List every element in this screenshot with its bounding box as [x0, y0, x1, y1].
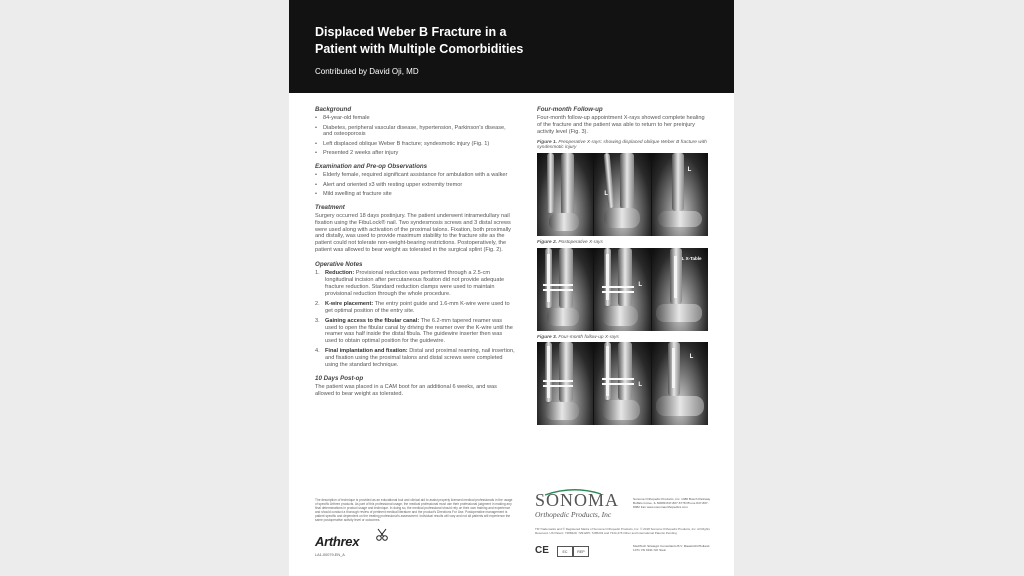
list-item: • Left displaced oblique Weber B fracture; syndesmotic injury (Fig. 1) — [315, 141, 515, 148]
xray-image — [537, 248, 593, 331]
arthrex-logo: Arthrex — [315, 534, 360, 549]
xray-side-marker: L — [638, 382, 642, 389]
sonoma-wordmark: SONOMA — [535, 490, 620, 510]
scissors-icon — [375, 528, 389, 542]
item-number: 4. — [315, 348, 320, 355]
item-title: Gaining access to the fibular canal: — [325, 317, 420, 324]
treatment-heading: Treatment — [315, 203, 345, 211]
item-text: Provisional reduction was performed through a 2.5-cm longitudinal incision after percutaneous fixation did not provide adequate fracture reduction. Standard reduction clamps were used to maintain provisional reduction through the whole procedure. — [325, 270, 505, 297]
figure-caption-text: Preoperative X-rays: showing displaced oblique Weber B fracture with syndesmotic injury — [537, 139, 707, 151]
list-item — [315, 348, 515, 369]
page-title — [315, 24, 615, 58]
item-text: The 6.2-mm tapered reamer was used to open the fibular canal by driving the reamer over the K-wire until the reamer was half inside the distal fibula. The guidewire inserter then was used to obtain optimal position for the guidewire. — [325, 317, 513, 345]
figure-3-xrays — [537, 342, 708, 425]
item-number: 1. — [315, 270, 320, 277]
exam-heading: Examination and Pre-op Observations — [315, 162, 428, 170]
document-page — [289, 0, 734, 576]
item-title: Final implantation and fixation: — [325, 348, 408, 355]
sonoma-logo — [535, 490, 620, 519]
figure-1-caption — [537, 140, 709, 151]
xray-image — [652, 153, 708, 236]
rep-label: REP — [573, 546, 589, 557]
list-item: • 84-year-old female — [315, 115, 515, 122]
item-title: K-wire placement: — [325, 300, 374, 307]
figure-caption-text: Postoperative X-rays — [557, 239, 603, 245]
figure-3-caption — [537, 335, 709, 341]
figure-label: Figure 1. — [537, 139, 557, 145]
list-item: • Presented 2 weeks after injury — [315, 150, 515, 157]
figure-label: Figure 2. — [537, 239, 557, 245]
followup-heading: Four-month Follow-up — [537, 106, 603, 113]
xray-image — [537, 153, 593, 236]
list-item: • Mild swelling at fracture site — [315, 191, 515, 198]
list-item: • Elderly female, required significant assistance for ambulation with a walker — [315, 172, 515, 179]
figure-1-xrays — [537, 153, 708, 236]
operative-list — [315, 270, 515, 369]
exam-list — [315, 172, 515, 198]
header-banner — [289, 0, 734, 93]
xray-side-marker: L — [689, 354, 694, 361]
ce-mark: CE — [535, 545, 549, 556]
xray-image — [594, 153, 650, 236]
logo-arc-icon — [543, 488, 603, 496]
item-number: 2. — [315, 300, 320, 307]
title-line-1: Displaced Weber B Fracture in a — [315, 25, 507, 39]
treatment-text: Surgery occurred 18 days postinjury. The patient underwent intramedullary nail fixation using the FibuLock® nail. Two syndesmosis screws and 3 distal screws were used along with activation of the proximal talons. Fixation, both proximally and distally, was used to provide maximum stability to the fracture site as the patient could not tolerate non-weight-bearing restrictions. Postoperatively, the patient was allowed to bear weight as tolerated in the surgical splint (Fig. 2). — [315, 212, 511, 254]
left-column — [315, 106, 515, 405]
item-number: 3. — [315, 317, 320, 324]
company-address: Sonoma Orthopedic Products, Inc. 1386 Busch Parkway Buffalo Grove, IL 60089 847-807-6778 Phone 847-807-8082 Fax www.sonomaorthopedics.com — [633, 497, 711, 510]
title-line-2: Patient with Multiple Comorbidities — [315, 42, 524, 56]
list-item — [315, 318, 515, 346]
postop-text: The patient was placed in a CAM boot for an additional 6 weeks, and was allowed to bear weight as tolerated. — [315, 383, 497, 397]
background-list — [315, 115, 515, 157]
list-item — [315, 270, 515, 298]
xray-image — [652, 248, 708, 331]
disclaimer-text: The description of technique is provided as an educational tool and clinical aid to assist properly licensed medical professionals in the usage of specific Arthrex products. As part of this professional usage, the medical professional must use their professional judgment in making any final determinations in product usage and technique. In doing so, the medical professional should rely on their own training and experience and should conduct a thorough review of pertinent medical literature and the product's Directions For Use. Postoperative management is patient specific and dependent on the treating professional's assessment. Individual results will vary and not all patients will experience the same postoperative activity level or outcomes. — [315, 498, 513, 522]
ec-label: EC — [557, 546, 573, 557]
figure-label: Figure 3. — [537, 334, 557, 340]
background-heading: Background — [315, 106, 352, 113]
xray-side-marker: L — [638, 281, 642, 288]
trademark-text: TM Trademarks and ® Registered Marks of Sonoma Orthopedic Products, Inc. © 2018 Sonoma Orthopedic Products, Inc. All Rights Reserved. US Patent: 7488329; 7291205; 7295243 and 7344,476 Other and International Patents Pending — [535, 527, 710, 535]
item-text: Distal and proximal reaming, nail insertion, and fixation using the proximal talons and distal screws were completed using the standard technique. — [325, 348, 515, 369]
right-column — [537, 106, 709, 425]
operative-heading: Operative Notes — [315, 261, 363, 269]
xray-image — [594, 248, 650, 331]
figure-2-xrays — [537, 248, 708, 331]
xray-side-marker: L — [687, 166, 692, 173]
item-text: The entry point guide and 1.6-mm K-wire were used to get optimal position of the entry site. — [325, 300, 510, 314]
author-credit: Contributed by David Oji, MD — [315, 67, 419, 76]
item-title: Reduction: — [325, 270, 355, 277]
ec-rep-address: MediTech Strategic Consultants B.V. Maastricht/Holland 1071 VN 0191 NO Stein — [633, 544, 710, 553]
figure-2-caption — [537, 240, 709, 246]
postop-heading: 10 Days Post-op — [315, 374, 364, 382]
sonoma-subtitle: Orthopedic Products, Inc — [535, 510, 612, 519]
figure-caption-text: Four-month follow-up X-rays — [557, 334, 619, 340]
list-item: • Diabetes, peripheral vascular disease, hypertension, Parkinson's disease, and osteoporosis — [315, 125, 515, 138]
followup-text: Four-month follow-up appointment X-rays showed complete healing of the fracture and the patient was able to return to her preinjury activity level (Fig. 3). — [537, 115, 705, 135]
xray-side-marker: L X-Table — [681, 255, 702, 261]
list-item: • Alert and oriented x3 with resting upper extremity tremor — [315, 182, 515, 189]
xray-image — [537, 342, 593, 425]
xray-side-marker: L — [604, 190, 608, 197]
document-number: LA1-00079-EN_A — [315, 553, 345, 557]
xray-image — [652, 342, 708, 425]
list-item — [315, 301, 515, 315]
xray-image — [594, 342, 650, 425]
